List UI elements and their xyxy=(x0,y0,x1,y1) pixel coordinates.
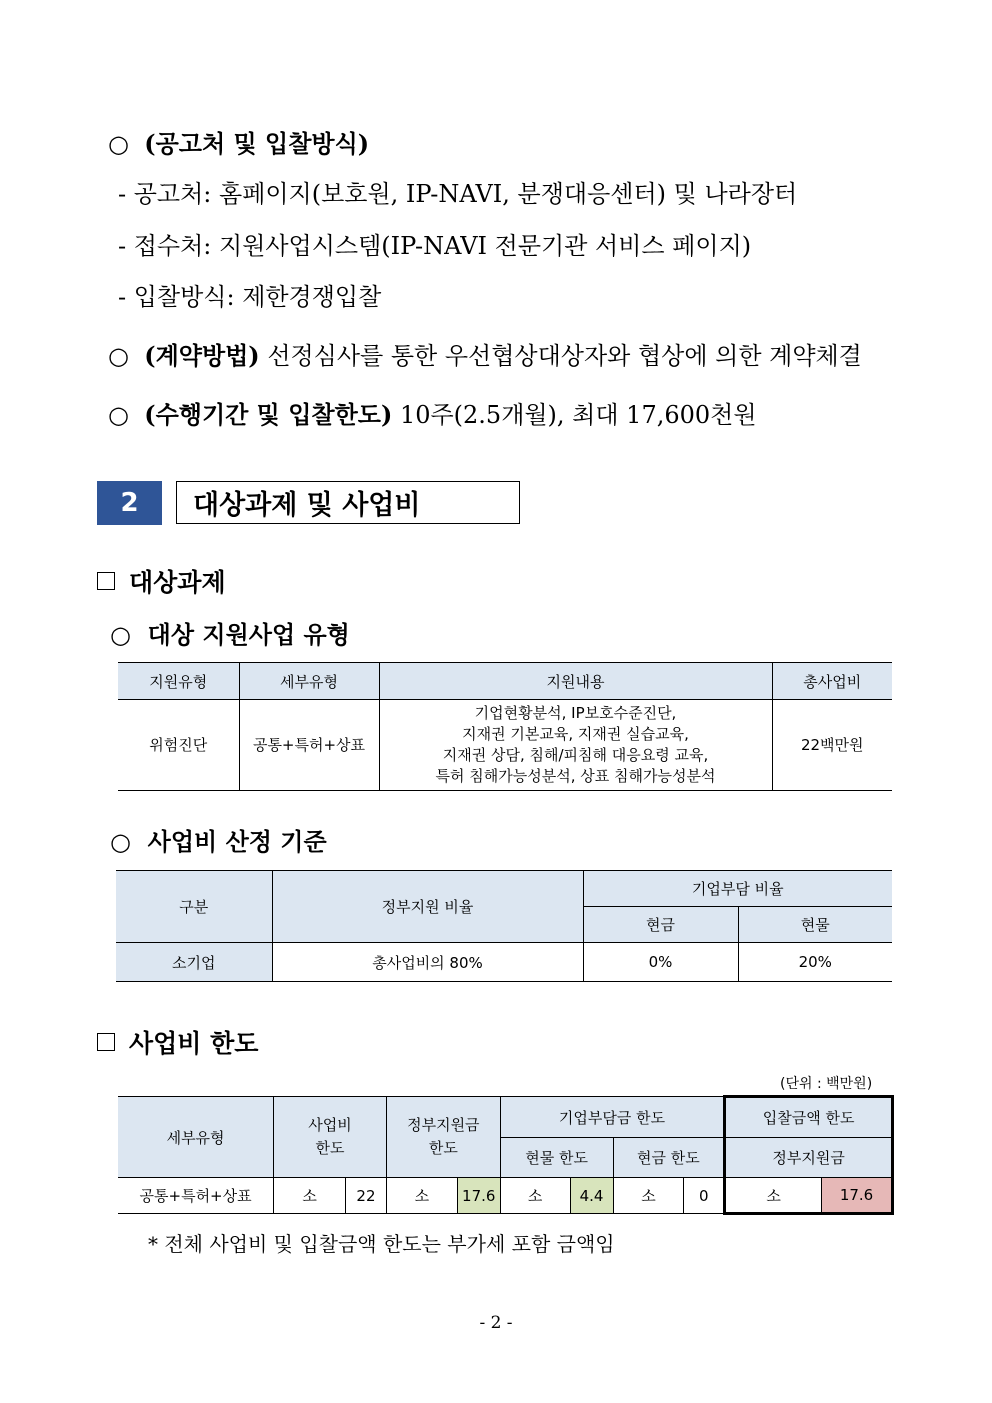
square-bullet-icon xyxy=(97,1033,115,1051)
cell-bid: 17.6 xyxy=(822,1178,893,1214)
cell-total: 22 xyxy=(345,1178,386,1214)
col-header-bid: 입찰금액 한도 xyxy=(725,1097,893,1138)
circle-bullet-icon: ○ xyxy=(110,828,131,856)
cell-gov: 총사업비의 80% xyxy=(272,943,583,982)
contract-line: ○ (계약방법) 선정심사를 통한 우선협상대상자와 협상에 의한 계약체결 xyxy=(108,341,862,370)
cell-gov: 17.6 xyxy=(457,1178,500,1214)
cell-size: 소 xyxy=(386,1178,457,1214)
cost-limit-table xyxy=(118,1095,894,1215)
col-header: 지원내용 xyxy=(379,663,772,700)
col-header-gov: 정부지원금 한도 xyxy=(386,1097,500,1178)
heading-basis: ○ 사업비 산정 기준 xyxy=(110,828,327,856)
cell-kind: 20% xyxy=(738,943,892,982)
cell-category: 소기업 xyxy=(116,943,272,982)
col-header-cash: 현금 한도 xyxy=(613,1138,725,1178)
content-line: 기업현황분석, IP보호수준진단, xyxy=(474,704,677,722)
cell-subtype: 공통+특허+상표 xyxy=(118,1178,274,1214)
cell-content xyxy=(379,700,772,791)
circle-bullet-icon: ○ xyxy=(108,342,129,370)
heading-type: ○ 대상 지원사업 유형 xyxy=(110,621,350,649)
cost-basis-table xyxy=(116,870,892,982)
circle-bullet-icon: ○ xyxy=(108,401,129,429)
section-number: 2 xyxy=(97,481,162,525)
content-line: 특허 침해가능성분석, 상표 침해가능성분석 xyxy=(435,767,716,785)
cell-kind: 4.4 xyxy=(570,1178,613,1214)
content-line: 지재권 상담, 침해/피침해 대응요령 교육, xyxy=(442,746,709,764)
heading-limit: 사업비 한도 xyxy=(97,1024,258,1060)
content-line: 지재권 기본교육, 지재권 실습교육, xyxy=(462,725,689,743)
heading-bidding: ○ (공고처 및 입찰방식) xyxy=(108,129,370,158)
col-header-company: 기업부담금 한도 xyxy=(500,1097,725,1138)
section-title: 대상과제 및 사업비 xyxy=(176,481,520,524)
item-receipt: - 접수처: 지원사업시스템(IP-NAVI 전문기관 서비스 페이지) xyxy=(118,232,752,260)
cell-cash: 0% xyxy=(583,943,738,982)
page-number: - 2 - xyxy=(479,1313,513,1333)
col-header-kind: 현물 xyxy=(738,907,892,943)
footnote: * 전체 사업비 및 입찰금액 한도는 부가세 포함 금액임 xyxy=(148,1232,615,1256)
table-row xyxy=(118,700,892,791)
col-header-subtype: 세부유형 xyxy=(118,1097,274,1178)
col-header-category: 구분 xyxy=(116,871,272,943)
circle-bullet-icon: ○ xyxy=(110,621,131,649)
cell-subtype: 공통+특허+상표 xyxy=(239,700,379,791)
cell-size: 소 xyxy=(274,1178,346,1214)
table-header-row xyxy=(118,663,892,700)
unit-label: (단위 : 백만원) xyxy=(780,1076,873,1092)
cell-size: 소 xyxy=(725,1178,822,1214)
cell-size: 소 xyxy=(500,1178,570,1214)
col-header: 총사업비 xyxy=(772,663,892,700)
support-type-table xyxy=(118,662,892,791)
item-method: - 입찰방식: 제한경쟁입찰 xyxy=(118,283,382,311)
cell-type: 위험진단 xyxy=(118,700,239,791)
square-bullet-icon xyxy=(97,572,115,590)
circle-bullet-icon: ○ xyxy=(108,130,129,158)
table-row xyxy=(118,1178,893,1214)
col-header: 지원유형 xyxy=(118,663,239,700)
cell-cash: 0 xyxy=(684,1178,725,1214)
col-header: 세부유형 xyxy=(239,663,379,700)
table-row xyxy=(116,943,892,982)
col-header-company: 기업부담 비율 xyxy=(583,871,892,907)
item-notice: - 공고처: 홈페이지(보호원, IP-NAVI, 분쟁대응센터) 및 나라장터 xyxy=(118,180,798,208)
col-header-total: 사업비 한도 xyxy=(274,1097,387,1178)
col-header-cash: 현금 xyxy=(583,907,738,943)
col-header-gov: 정부지원 비율 xyxy=(272,871,583,943)
col-header-bid-gov: 정부지원금 xyxy=(725,1138,893,1178)
heading-target: 대상과제 xyxy=(97,563,226,599)
cell-size: 소 xyxy=(613,1178,684,1214)
cell-cost: 22백만원 xyxy=(772,700,892,791)
col-header-kind: 현물 한도 xyxy=(500,1138,613,1178)
period-line: ○ (수행기간 및 입찰한도) 10주(2.5개월), 최대 17,600천원 xyxy=(108,400,757,429)
